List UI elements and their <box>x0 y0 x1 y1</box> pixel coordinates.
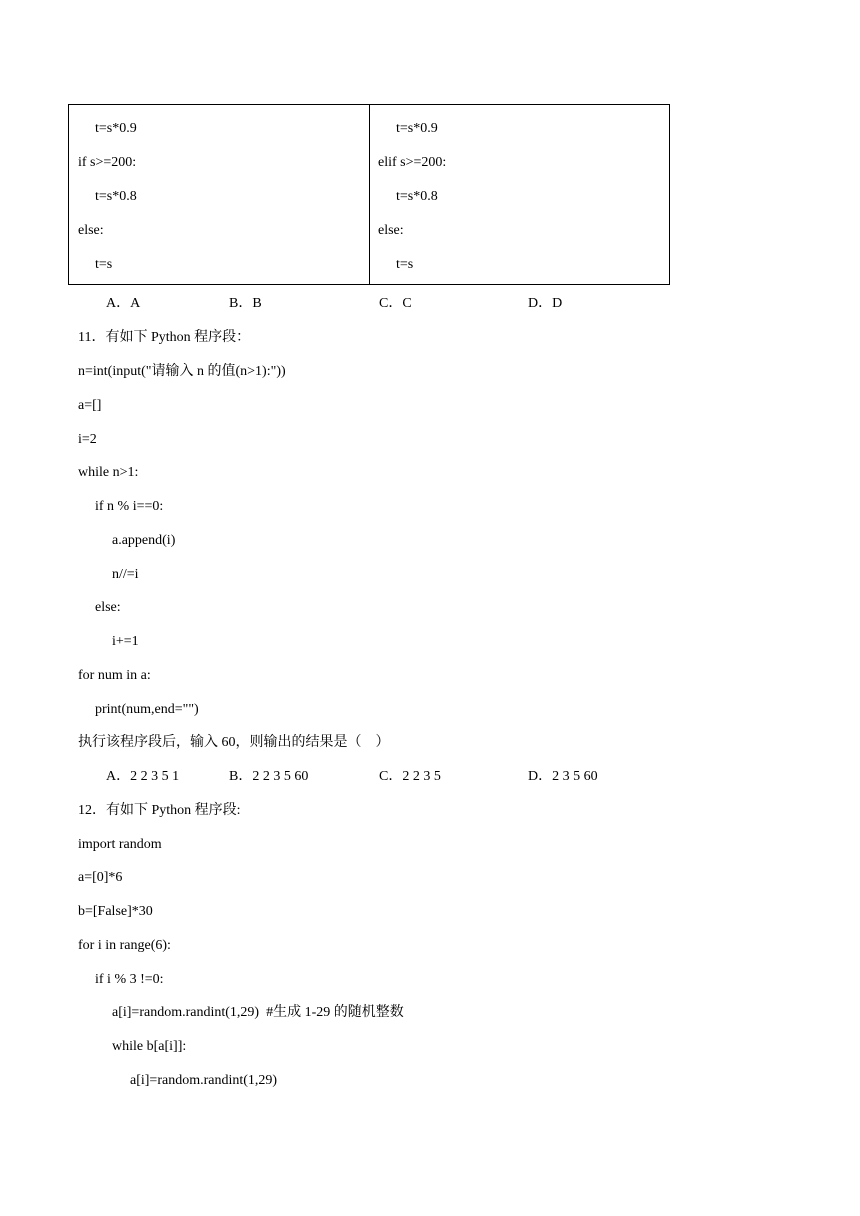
code-line: t=s*0.8 <box>396 189 438 204</box>
q11-option-d: D．2 3 5 60 <box>528 769 598 784</box>
code-line: else: <box>378 223 404 238</box>
code-line: t=s*0.9 <box>396 121 438 136</box>
code-comparison-table <box>68 104 670 285</box>
code-line: a=[] <box>78 398 102 413</box>
code-line: t=s <box>95 257 113 272</box>
code-line: n=int(input("请输入 n 的值(n>1):")) <box>78 364 286 379</box>
q11-option-c: C．2 2 3 5 <box>379 769 441 784</box>
code-line: i+=1 <box>112 634 139 649</box>
code-line: a[i]=random.randint(1,29) #生成 1-29 的随机整数 <box>112 1005 404 1020</box>
q10-option-d: D．D <box>528 296 563 311</box>
q11-stem: 11．有如下 Python 程序段： <box>78 330 251 345</box>
code-line: t=s <box>396 257 414 272</box>
table-cell-right <box>370 105 669 284</box>
code-line: b=[False]*30 <box>78 904 153 919</box>
q11-question: 执行该程序段后，输入 60，则输出的结果是（ ） <box>78 735 390 750</box>
code-line: t=s*0.8 <box>95 189 137 204</box>
code-line: if i % 3 !=0: <box>95 972 164 987</box>
code-line: while n>1: <box>78 465 139 480</box>
code-line: for num in a: <box>78 668 151 683</box>
code-line: import random <box>78 837 162 852</box>
code-line: a=[0]*6 <box>78 870 123 885</box>
code-line: if s>=200: <box>78 155 137 170</box>
q10-option-a: A．A <box>106 296 141 311</box>
code-line: a.append(i) <box>112 533 176 548</box>
code-line: else: <box>95 600 121 615</box>
table-cell-left <box>69 105 370 284</box>
q10-option-c: C．C <box>379 296 412 311</box>
q12-stem: 12．有如下 Python 程序段: <box>78 803 241 818</box>
code-line: a[i]=random.randint(1,29) <box>130 1073 278 1088</box>
q11-option-b: B．2 2 3 5 60 <box>229 769 309 784</box>
code-line: elif s>=200: <box>378 155 447 170</box>
code-line: while b[a[i]]: <box>112 1039 187 1054</box>
q10-option-b: B．B <box>229 296 262 311</box>
q11-option-a: A．2 2 3 5 1 <box>106 769 180 784</box>
code-line: for i in range(6): <box>78 938 171 953</box>
code-line: i=2 <box>78 432 97 447</box>
code-line: n//=i <box>112 567 139 582</box>
code-line: print(num,end="") <box>95 702 199 717</box>
code-line: else: <box>78 223 104 238</box>
code-line: t=s*0.9 <box>95 121 137 136</box>
code-line: if n % i==0: <box>95 499 164 514</box>
